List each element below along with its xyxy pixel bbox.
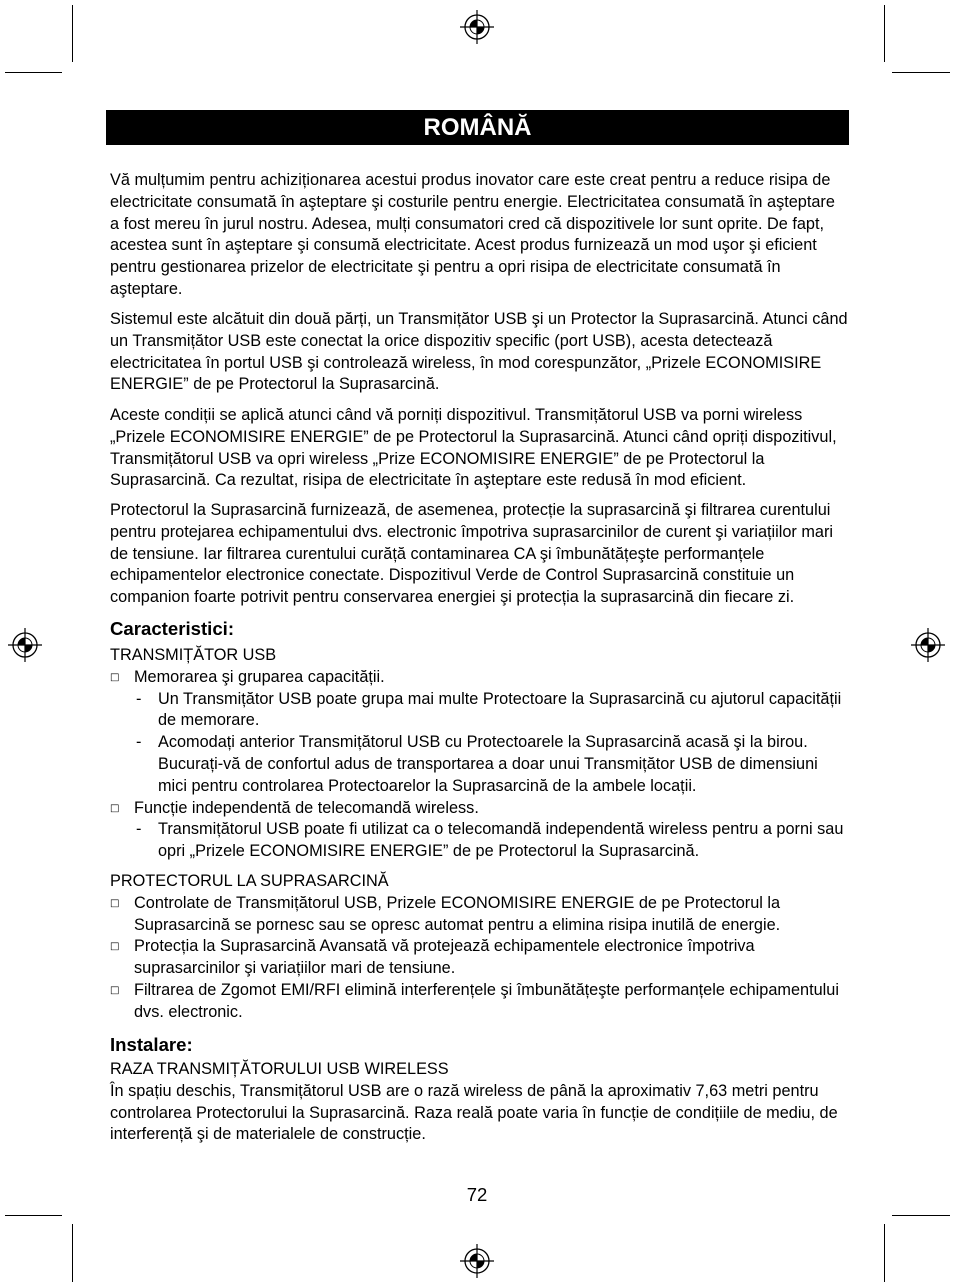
features-heading: Caracteristici: xyxy=(110,618,235,639)
bullet-text: Protecția la Suprasarcină Avansată vă protejează echipamentele electronice împotriva xyxy=(134,937,755,956)
intro-paragraph-4 xyxy=(110,500,833,609)
bullet-text: Funcție independentă de telecomandă wireless. xyxy=(134,798,479,817)
registration-mark-bottom-icon xyxy=(459,1243,495,1279)
bullet-marker: □ xyxy=(110,671,120,683)
dash-marker: - xyxy=(136,733,142,752)
paragraph-line: Sistemul este alcătuit din două părți, un Transmițător USB şi un Protector la Suprasarcină. Atunci când xyxy=(110,310,848,328)
sub-item xyxy=(110,819,843,841)
dash-marker: - xyxy=(136,820,142,839)
sub-item-line: opri „Prizele ECONOMISIRE ENERGIE” de pe Protectorul la Suprasarcină. xyxy=(158,842,700,861)
bullet-item-line: dvs. electronic. xyxy=(134,1002,243,1021)
crop-mark-bottom-left-vertical xyxy=(72,1224,73,1282)
paragraph-line: Protectorul la Suprasarcină furnizează, de asemenea, protecție la suprasarcină şi filtrarea curentului xyxy=(110,501,831,519)
paragraph-line: interferență şi de materialele de construcție. xyxy=(110,1125,426,1144)
bullet-item xyxy=(110,798,843,820)
protector-section-title: PROTECTORUL LA SUPRASARCINĂ xyxy=(110,872,389,890)
crop-mark-bottom-right-horizontal xyxy=(892,1215,950,1216)
sub-item-text: Acomodați anterior Transmițătorul USB cu Protectoarele la Suprasarcină acasă şi la birou. xyxy=(158,733,808,752)
paragraph-line: pentru protejarea echipamentului dvs. electronic împotriva suprasarcinilor de curent şi variațiilor mari xyxy=(110,522,834,541)
bullet-marker: □ xyxy=(110,802,120,814)
bullet-item xyxy=(110,980,839,1002)
protector-section xyxy=(110,871,839,1024)
crop-mark-bottom-left-horizontal xyxy=(5,1215,62,1216)
installation-heading: Instalare: xyxy=(110,1034,193,1055)
paragraph-line: Aceste condiții se aplică atunci când vă porniți dispozitivul. Transmițătorul USB va porni wireless xyxy=(110,406,803,424)
sub-item xyxy=(110,732,843,754)
paragraph-line: Suprasarcină. Ca rezultat, risipa de electricitate în aşteptare este redusă în mod eficient. xyxy=(110,471,747,490)
crop-mark-top-left-horizontal xyxy=(5,72,62,73)
sub-item-line: Bucurați-vă de confortul adus de transportarea a doar unui Transmițător USB de dimensiuni xyxy=(158,754,818,773)
paragraph-line: Transmițătorul USB va opri wireless „Prize ECONOMISIRE ENERGIE” de pe Protectorul la xyxy=(110,449,765,468)
paragraph-line: „Prizele ECONOMISIRE ENERGIE” de pe Protectorul la Suprasarcină. Atunci când opriți dispozitivul, xyxy=(110,427,837,446)
page-number: 72 xyxy=(466,1184,488,1205)
bullet-item-line: suprasarcinilor şi variațiilor mari de tensiune. xyxy=(134,959,456,978)
paragraph-line: aşteptare. xyxy=(110,279,183,298)
bullet-marker: □ xyxy=(110,941,120,953)
sub-item-line: mici pentru controlarea Protectoarelor la Suprasarcină de la ambele locații. xyxy=(158,776,697,795)
crop-mark-top-left-vertical xyxy=(72,5,73,62)
paragraph-line: de tensiune. Iar filtrarea curentului curăță contaminarea CA şi îmbunătățeşte performanțele xyxy=(110,544,765,563)
transmitter-section-title: TRANSMIȚĂTOR USB xyxy=(110,646,277,664)
paragraph-line: În spațiu deschis, Transmițătorul USB are o rază wireless de până la aproximativ 7,63 metri pentru xyxy=(110,1081,819,1100)
sub-item-text: Transmițătorul USB poate fi utilizat ca o telecomandă independentă wireless pentru a porni sau xyxy=(158,820,844,839)
bullet-item xyxy=(110,667,843,689)
bullet-item xyxy=(110,893,839,915)
paragraph-line: companion foarte potrivit pentru conservarea energiei şi protecția la suprasarcină din fiecare zi. xyxy=(110,588,795,607)
paragraph-line: un Transmițător USB este conectat la orice dispozitiv specific (port USB), acesta detectează xyxy=(110,331,773,350)
intro-paragraph-1 xyxy=(110,170,835,301)
registration-mark-left-icon xyxy=(7,627,43,663)
paragraph-line: ENERGIE” de pe Protectorul la Suprasarcină. xyxy=(110,375,440,394)
bullet-text: Filtrarea de Zgomot EMI/RFI elimină interferențele şi îmbunătățeşte performanțele echipamentului xyxy=(134,980,839,999)
installation-range-section xyxy=(110,1059,838,1146)
sub-item xyxy=(110,689,843,711)
sub-item-text: Un Transmițător USB poate grupa mai multe Protectoare la Suprasarcină cu ajutorul capacității xyxy=(158,689,842,708)
dash-marker: - xyxy=(136,689,142,708)
bullet-marker: □ xyxy=(110,984,120,996)
intro-paragraph-2 xyxy=(110,309,848,396)
range-section-title: RAZA TRANSMIȚĂTORULUI USB WIRELESS xyxy=(110,1060,449,1078)
language-title-bar: ROMÂNĂ xyxy=(106,110,849,145)
paragraph-line: Vă mulțumim pentru achiziționarea acestui produs inovator care este creat pentru a reduce risipa de xyxy=(110,171,831,189)
crop-mark-top-right-horizontal xyxy=(892,72,950,73)
bullet-marker: □ xyxy=(110,897,120,909)
crop-mark-top-right-vertical xyxy=(884,5,885,62)
paragraph-line: acestea sunt în aşteptare şi consumă electricitate. Acest produs furnizează un mod uşor şi eficient xyxy=(110,236,817,255)
paragraph-line: controlarea Protectorului la Suprasarcină. Raza reală poate varia în funcție de condițiile de mediu, de xyxy=(110,1103,838,1122)
bullet-item-line: Suprasarcină se pornesc sau se opresc automat pentru a elimina risipa inutilă de energie. xyxy=(134,915,781,934)
bullet-text: Memorarea şi gruparea capacității. xyxy=(134,667,385,686)
crop-mark-bottom-right-vertical xyxy=(884,1224,885,1282)
registration-mark-top-icon xyxy=(459,9,495,45)
registration-mark-right-icon xyxy=(910,627,946,663)
paragraph-line: pentru gestionarea prizelor de electricitate şi pentru a opri risipa de electricitate consumată în xyxy=(110,258,781,277)
intro-paragraph-3 xyxy=(110,405,837,492)
paragraph-line: electricitate consumată în aşteptare şi costurile pentru energie. Electricitatea consumată în aşteptare xyxy=(110,192,835,211)
bullet-text: Controlate de Transmițătorul USB, Prizele ECONOMISIRE ENERGIE de pe Protectorul la xyxy=(134,893,781,912)
paragraph-line: a fost mereu în jurul nostru. Adesea, mulți consumatori cred că dispozitivele lor sunt oprite. De fapt, xyxy=(110,214,825,233)
paragraph-line: electricitatea în portul USB şi controlează wireless, în mod corespunzător, „Prizele ECONOMISIRE xyxy=(110,353,822,372)
paragraph-line: echipamentelor electronice conectate. Dispozitivul Verde de Control Suprasarcină constituie un xyxy=(110,566,795,585)
bullet-item xyxy=(110,936,839,958)
sub-item-line: de memorare. xyxy=(158,711,260,730)
transmitter-section xyxy=(110,645,843,863)
